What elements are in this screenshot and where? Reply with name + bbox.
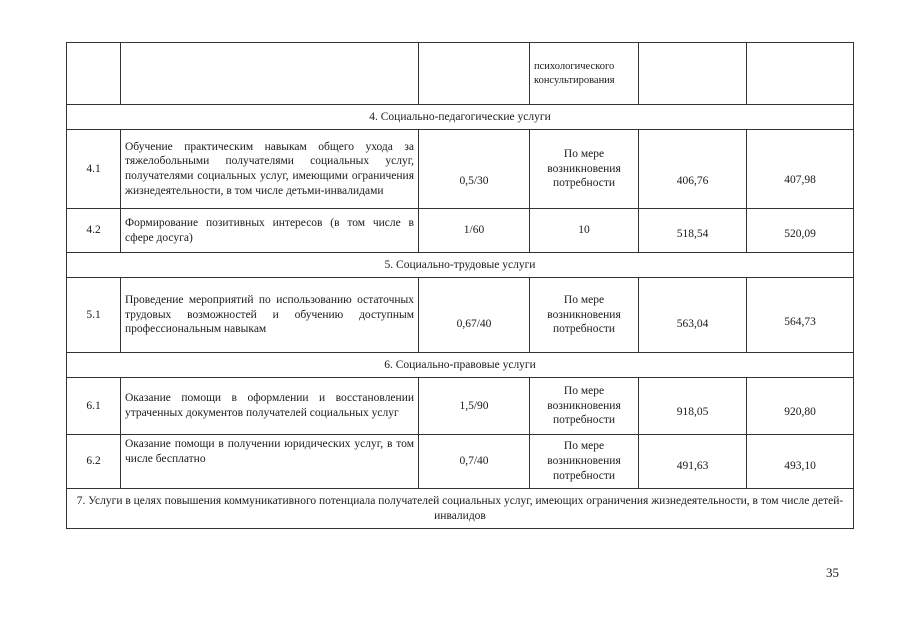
section-header-row xyxy=(67,105,854,130)
service-name: Оказание помощи в оформлении и восстановлении утраченных документов получателей социальных услуг xyxy=(121,378,419,435)
cell-name xyxy=(121,43,419,105)
service-frequency: По мере возникновения потребности xyxy=(530,435,639,489)
section-header-row xyxy=(67,253,854,278)
price-2: 520,09 xyxy=(747,209,854,253)
price-2: 564,73 xyxy=(747,278,854,353)
section-header-6: 6. Социально-правовые услуги xyxy=(67,353,854,378)
table-row xyxy=(67,378,854,435)
service-volume: 1/60 xyxy=(419,209,530,253)
table-row xyxy=(67,209,854,253)
row-number: 4.2 xyxy=(67,209,121,253)
row-number: 6.2 xyxy=(67,435,121,489)
table-row xyxy=(67,435,854,489)
row-number: 4.1 xyxy=(67,130,121,209)
service-frequency: По мере возникновения потребности xyxy=(530,278,639,353)
service-volume: 0,67/40 xyxy=(419,278,530,353)
price-2: 407,98 xyxy=(747,130,854,209)
row-number: 6.1 xyxy=(67,378,121,435)
price-2: 920,80 xyxy=(747,378,854,435)
cell-frequency: психологического консультирования xyxy=(530,43,639,105)
service-frequency: 10 xyxy=(530,209,639,253)
price-1: 491,63 xyxy=(639,435,747,489)
services-table xyxy=(66,42,854,529)
service-name: Обучение практическим навыкам общего ухода за тяжелобольными получателями социальных услуг, получателями социальных услуг, имеющими ограничения жизнедеятельности, в том числе детьми-инвалидами xyxy=(121,130,419,209)
service-name: Формирование позитивных интересов (в том числе в сфере досуга) xyxy=(121,209,419,253)
cell-price-2 xyxy=(747,43,854,105)
price-2: 493,10 xyxy=(747,435,854,489)
cell-num xyxy=(67,43,121,105)
service-volume: 0,7/40 xyxy=(419,435,530,489)
price-1: 518,54 xyxy=(639,209,747,253)
service-volume: 0,5/30 xyxy=(419,130,530,209)
table-row xyxy=(67,130,854,209)
service-volume: 1,5/90 xyxy=(419,378,530,435)
page-number: 35 xyxy=(826,565,839,580)
section-header-row xyxy=(67,489,854,529)
cell-volume xyxy=(419,43,530,105)
table-row-continuation xyxy=(67,43,854,105)
section-header-5: 5. Социально-трудовые услуги xyxy=(67,253,854,278)
service-frequency: По мере возникновения потребности xyxy=(530,378,639,435)
cell-price-1 xyxy=(639,43,747,105)
service-name: Оказание помощи в получении юридических услуг, в том числе бесплатно xyxy=(121,435,419,489)
section-header-row xyxy=(67,353,854,378)
service-name: Проведение мероприятий по использованию остаточных трудовых возможностей и обучению доступным профессиональным навыкам xyxy=(121,278,419,353)
price-1: 406,76 xyxy=(639,130,747,209)
service-frequency: По мере возникновения потребности xyxy=(530,130,639,209)
row-number: 5.1 xyxy=(67,278,121,353)
price-1: 918,05 xyxy=(639,378,747,435)
section-header-4: 4. Социально-педагогические услуги xyxy=(67,105,854,130)
table-row xyxy=(67,278,854,353)
price-1: 563,04 xyxy=(639,278,747,353)
section-header-7: 7. Услуги в целях повышения коммуникативного потенциала получателей социальных услуг, имеющих ограничения жизнедеятельности, в том числе детей-инвалидов xyxy=(67,489,854,529)
